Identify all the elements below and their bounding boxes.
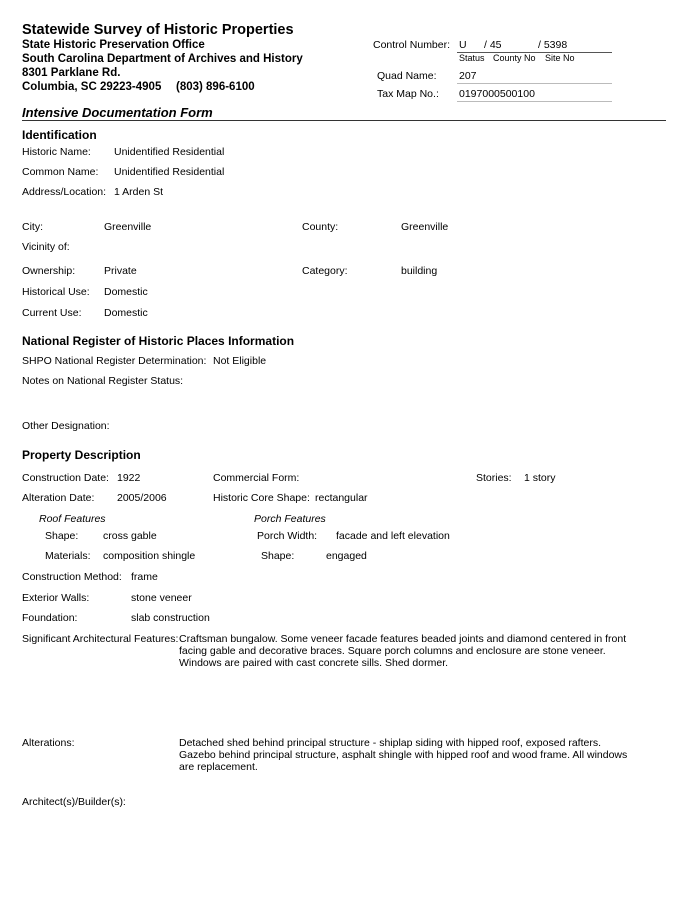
- alterations-line-1: Detached shed behind principal structure - shiplap siding with hipped roof, exposed rafters.: [179, 737, 601, 749]
- status-sublabel: Status: [459, 53, 485, 63]
- nr-notes-label: Notes on National Register Status:: [22, 375, 184, 387]
- foundation-label: Foundation:: [22, 612, 78, 624]
- significant-features-line-1: Craftsman bungalow. Some veneer facade features beaded joints and diamond centered in front: [179, 633, 627, 645]
- exterior-walls-label: Exterior Walls:: [22, 592, 90, 604]
- significant-features-label: Significant Architectural Features:: [22, 633, 179, 645]
- control-site-value: / 5398: [538, 39, 568, 51]
- roof-features-subheading: Roof Features: [39, 513, 106, 525]
- control-county-value: / 45: [484, 39, 502, 51]
- architect-builder-label: Architect(s)/Builder(s):: [22, 796, 126, 808]
- quad-underline: [457, 83, 612, 84]
- city-label: City:: [22, 221, 43, 233]
- ownership-label: Ownership:: [22, 265, 76, 277]
- porch-width-value: facade and left elevation: [336, 530, 450, 542]
- nr-determination-value: Not Eligible: [213, 355, 267, 367]
- porch-shape-value: engaged: [326, 550, 367, 562]
- common-name-value: Unidentified Residential: [114, 166, 225, 178]
- address-value: 1 Arden St: [114, 186, 164, 198]
- materials-value: composition shingle: [103, 550, 196, 562]
- office-line-2: South Carolina Department of Archives and History: [22, 53, 303, 65]
- common-name-label: Common Name:: [22, 166, 99, 178]
- stories-value: 1 story: [524, 472, 556, 484]
- alteration-date-value: 2005/2006: [117, 492, 167, 504]
- stories-label: Stories:: [476, 472, 512, 484]
- ownership-value: Private: [104, 265, 137, 277]
- historical-use-label: Historical Use:: [22, 286, 90, 298]
- tax-map-underline: [457, 101, 612, 102]
- porch-shape-label: Shape:: [261, 550, 295, 562]
- historical-use-value: Domestic: [104, 286, 148, 298]
- core-shape-value: rectangular: [315, 492, 368, 504]
- construction-method-value: frame: [131, 571, 158, 583]
- commercial-form-label: Commercial Form:: [213, 472, 300, 484]
- form-title: Intensive Documentation Form: [22, 105, 213, 120]
- county-value: Greenville: [401, 221, 449, 233]
- identification-heading: Identification: [22, 128, 97, 142]
- site-sublabel: Site No: [545, 53, 575, 63]
- category-label: Category:: [302, 265, 348, 277]
- construction-date-label: Construction Date:: [22, 472, 109, 484]
- historic-name-label: Historic Name:: [22, 146, 91, 158]
- porch-width-label: Porch Width:: [257, 530, 318, 542]
- other-designation-label: Other Designation:: [22, 420, 110, 432]
- quad-name-label: Quad Name:: [377, 70, 437, 82]
- office-phone: (803) 896-6100: [176, 81, 255, 93]
- alterations-label: Alterations:: [22, 737, 75, 749]
- office-line-3: 8301 Parklane Rd.: [22, 67, 121, 79]
- survey-title: Statewide Survey of Historic Properties: [22, 22, 294, 38]
- address-label: Address/Location:: [22, 186, 107, 198]
- form-title-rule: [22, 120, 666, 121]
- historic-name-value: Unidentified Residential: [114, 146, 225, 158]
- category-value: building: [401, 265, 438, 277]
- national-register-heading: National Register of Historic Places Information: [22, 334, 295, 348]
- vicinity-label: Vicinity of:: [22, 241, 70, 253]
- core-shape-label: Historic Core Shape:: [213, 492, 310, 504]
- quad-name-value: 207: [459, 70, 477, 82]
- tax-map-value: 0197000500100: [459, 88, 535, 100]
- current-use-value: Domestic: [104, 307, 148, 319]
- nr-determination-label: SHPO National Register Determination:: [22, 355, 207, 367]
- county-sublabel: County No: [493, 53, 536, 63]
- county-label: County:: [302, 221, 339, 233]
- alterations-line-2: Gazebo behind principal structure, asphalt shingle with hipped roof and wood frame. All windows: [179, 749, 628, 761]
- control-status-value: U: [459, 39, 467, 51]
- office-line-4: Columbia, SC 29223-4905: [22, 81, 162, 93]
- significant-features-line-2: facing gable and decorative braces. Square porch columns and enclosure are stone veneer.: [179, 645, 606, 657]
- roof-shape-value: cross gable: [103, 530, 157, 542]
- foundation-value: slab construction: [131, 612, 210, 624]
- porch-features-subheading: Porch Features: [254, 513, 326, 525]
- roof-shape-label: Shape:: [45, 530, 79, 542]
- city-value: Greenville: [104, 221, 152, 233]
- office-line-1: State Historic Preservation Office: [22, 39, 205, 51]
- materials-label: Materials:: [45, 550, 91, 562]
- construction-date-value: 1922: [117, 472, 141, 484]
- alteration-date-label: Alteration Date:: [22, 492, 95, 504]
- exterior-walls-value: stone veneer: [131, 592, 192, 604]
- control-number-label: Control Number:: [373, 39, 451, 51]
- alterations-line-3: are replacement.: [179, 761, 258, 773]
- construction-method-label: Construction Method:: [22, 571, 122, 583]
- tax-map-label: Tax Map No.:: [377, 88, 439, 100]
- significant-features-line-3: Windows are paired with cast concrete sills. Shed dormer.: [179, 657, 449, 669]
- current-use-label: Current Use:: [22, 307, 82, 319]
- property-description-heading: Property Description: [22, 448, 141, 462]
